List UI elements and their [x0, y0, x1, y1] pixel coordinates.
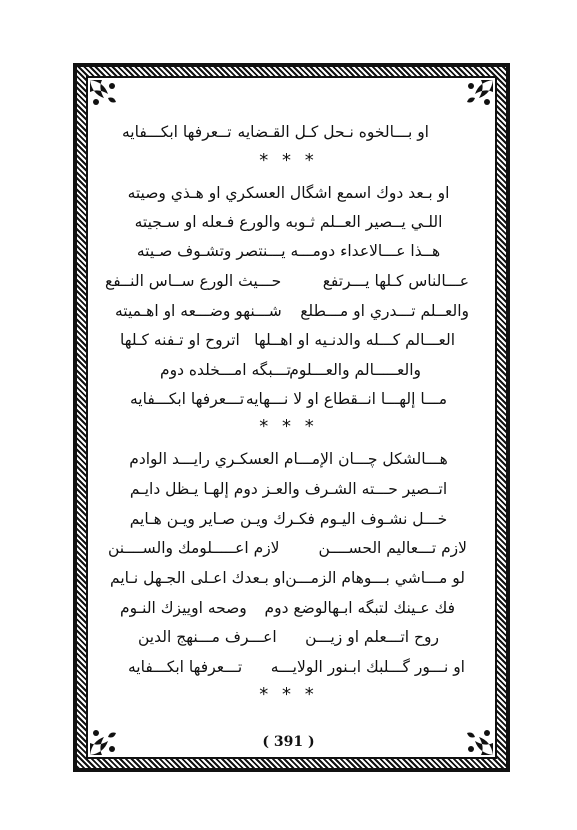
verse-first-half: لازم تـــعاليم الحســــن	[318, 539, 467, 557]
verse-second-half: تـــعرفها ابكـــفايه	[128, 658, 243, 676]
verse-line	[0, 475, 577, 503]
verse-second-half: اعـــرف مـــنهج الدين	[138, 628, 277, 646]
verse-first-half: لو مـــاشي بـــوهام الزمـــن	[285, 569, 465, 587]
verse-second-half: تـــعرفها ابكـــفايه	[130, 390, 245, 408]
verse-first-half: والعـــــالم والعـــلوم	[289, 361, 421, 379]
verse-first-half: فك عـينك لتبگه ابـهالوضع دوم	[264, 599, 455, 617]
verse-line	[0, 653, 577, 681]
verse-second-half: شـــنهو وضـــعه او اهـميته	[115, 302, 282, 320]
verse-line	[0, 594, 577, 622]
verse-text: اللـي يــصير العــلم ثـوبه والورع فـعله او سـجيته	[134, 213, 443, 231]
verse-second-half: او بـعدك اعـلى الجـهل نـايم	[110, 569, 286, 587]
verse-text: اتــصير حـــته الشـرف والعـز دوم إلهـا يـظل دايـم	[129, 480, 448, 498]
verse-second-half: تـــبگه امـــخلده دوم	[160, 361, 291, 379]
verse-first-half: او نـــور گـــلبك ابـنور الولايـــه	[270, 658, 465, 676]
verse-first-half: مـــا إلهـــا انــقطاع او لا نـــهايه	[245, 390, 447, 408]
verse-line	[0, 623, 577, 651]
floral-ornament-top-left	[88, 78, 122, 112]
verse-line	[0, 237, 577, 265]
verse-line	[0, 445, 577, 473]
verse-line	[0, 267, 577, 295]
verse-line	[0, 564, 577, 592]
verse-first-half: روح اتـــعلم او زيـــن	[305, 628, 439, 646]
verse-line	[0, 385, 577, 413]
verse-line	[0, 208, 577, 236]
verse-text: او بـعد دوك اسمع اشگال العسكري او هـذي وصيته	[127, 184, 450, 202]
stanza-divider-stars: * * *	[259, 684, 318, 705]
verse-line	[0, 118, 577, 146]
verse-line	[0, 534, 577, 562]
page-number: ( 391 )	[262, 734, 315, 750]
verse-second-half: وصحه اوييزك النـوم	[120, 599, 247, 617]
verse-first-half: العـــالم كـــله والدنـيه او اهــلها	[254, 331, 455, 349]
verse-second-half: تــعرفها ابكـــفايه	[122, 123, 232, 141]
stanza-divider-stars: * * *	[259, 416, 318, 437]
verse-line	[0, 297, 577, 325]
verse-second-half: حـــيث الورع ســاس النــفع	[105, 272, 282, 290]
verse-line	[0, 179, 577, 207]
verse-second-half: اتروح او تـفنه كـلها	[120, 331, 240, 349]
verse-text: خـــل نشـوف اليـوم فكـرك ويـن صـاير ويـن هـايم	[129, 510, 448, 528]
verse-first-half: عـــالناس كـلها يـــرتفع	[322, 272, 469, 290]
verse-line	[0, 505, 577, 533]
floral-ornament-top-right	[461, 78, 495, 112]
verse-text: هـــالشكل چـــان الإمـــام العسكـري رايـــد الوادم	[129, 450, 448, 468]
stanza-divider-stars: * * *	[259, 150, 318, 171]
verse-first-half: او بـــالخوه نـحل كـل القـضايه	[237, 123, 429, 141]
verse-line	[0, 356, 577, 384]
verse-text: هــذا عـــالاعداء دومـــه يـــنتصر وتشـوف صـيته	[136, 242, 441, 260]
verse-first-half: والعــلم تـــدري او مـــطلع	[300, 302, 469, 320]
verse-line	[0, 326, 577, 354]
verse-second-half: لازم اعـــــلومك والســــنن	[108, 539, 280, 557]
